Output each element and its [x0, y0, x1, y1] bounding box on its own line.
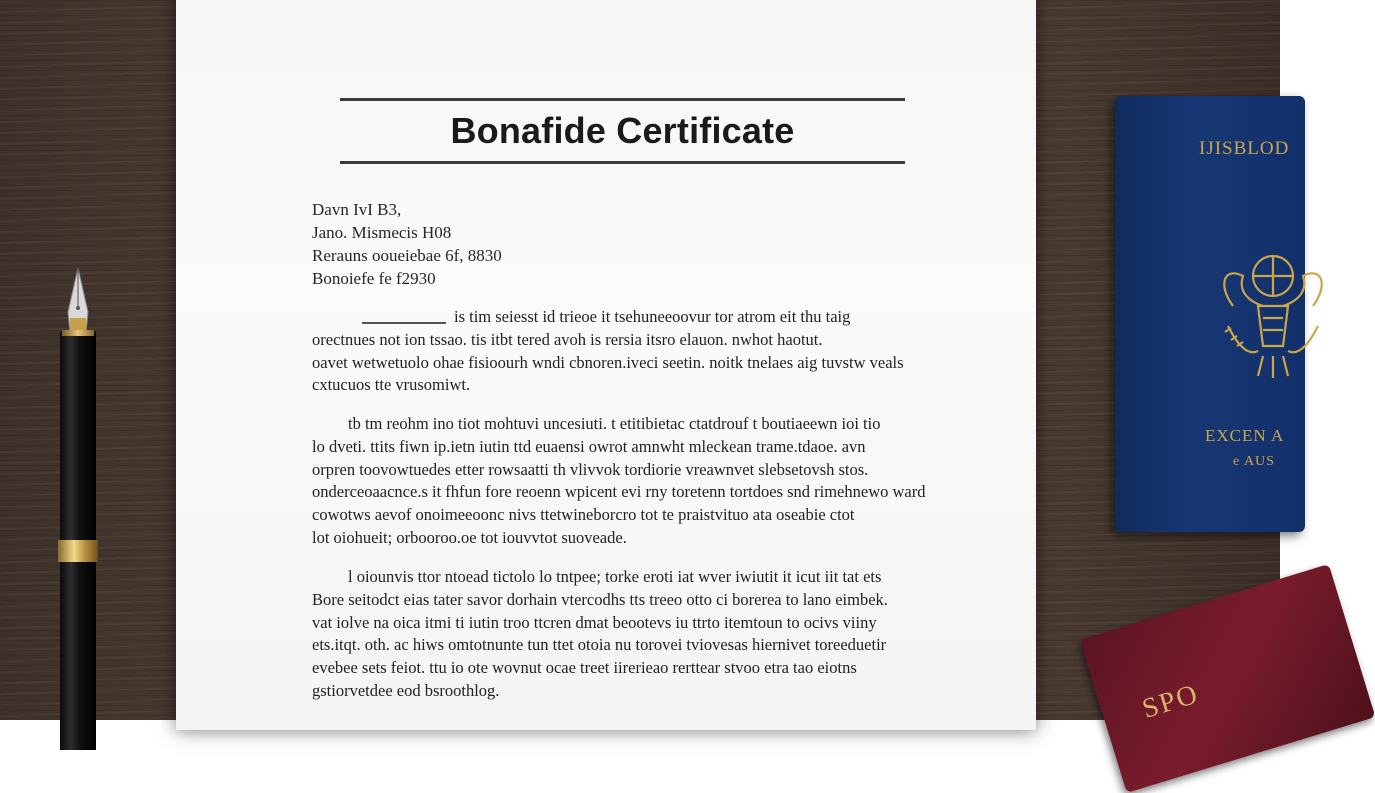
paragraph-2: [312, 413, 926, 550]
fountain-pen: [58, 268, 98, 738]
address-line: Bonoiefe fe f2930: [312, 269, 436, 288]
paragraph-line: onderceoaacnce.s it fhfun fore reoenn wpicent evi rny toretenn tortdoes snd rimehnewo ward: [312, 482, 926, 502]
pen-gold-band: [58, 540, 98, 562]
paragraph-line: is tim seiesst id trieoe it tsehuneeoovur tor atrom eit thu taig: [454, 307, 851, 326]
pen-ring: [62, 330, 94, 336]
paragraph-line: vat iolve na oica itmi ti iutin troo ttcren dmat beootevs iu ttrto itemtoun to ocivs viiny: [312, 612, 877, 632]
paragraph-line: cowotws aevof onoimeeoonc nivs ttetwineborcro tot te praistvituo ata oseabie ctot: [312, 505, 855, 525]
paragraph-line: gstiorvetdee eod bsroothlog.: [312, 680, 500, 700]
paragraph-line: orectnues not ion tssao. tis itbt tered avoh is rersia itsro elauon. nwhot haotut.: [312, 329, 823, 349]
passport-middle-text: EXCEN A: [1205, 426, 1285, 445]
red-passport: [1080, 564, 1375, 793]
eagle-emblem-icon: [1213, 236, 1333, 386]
paragraph-3: [312, 566, 904, 703]
address-line: Jano. Mismecis H08: [312, 223, 452, 242]
paragraph-line: lot oiohueit; orbooroo.oe tot iouvvtot suoveade.: [312, 527, 627, 547]
paragraph-line: cxtucuos tte vrusomiwt.: [312, 375, 471, 395]
address-block: [312, 198, 502, 290]
address-line: Rerauns ooueiebae 6f, 8830: [312, 246, 502, 265]
paragraph-1: [312, 306, 904, 397]
paragraph-line: orpren toovowtuedes etter rowsaatti th vlivvok tordiorie vreawnvet slebsetovsh stos.: [312, 459, 869, 479]
paragraph-line: evebee sets feiot. ttu io ote wovnut ocae treet iirerieao rerttear stvoo etra tao eiotns: [312, 658, 857, 678]
pen-nib-icon: [66, 268, 90, 332]
address-line: Davn IvI B3,: [312, 200, 402, 219]
paragraph-line: lo dveti. ttits fiwn ip.ietn iutin ttd euaensi owrot amnwht mleckean trame.tdaoe. avn: [312, 436, 866, 456]
paragraph-line: tb tm reohm ino tiot mohtuvi uncesiuti. t etitibietac ctatdrouf t boutiaeewn ioi tio: [348, 414, 881, 433]
paragraph-line: Bore seitodct eias tater savor dorhain vtercodhs tts treeo otto ci borerea to lano eimbek.: [312, 589, 888, 609]
red-passport-text: SPO: [1138, 678, 1203, 725]
blue-passport: [1115, 96, 1305, 532]
title-rule-top: [340, 98, 905, 101]
certificate-title: Bonafide Certificate: [450, 110, 795, 151]
title-rule-bottom: [340, 161, 905, 164]
paragraph-line: l oiounvis ttor ntoead tictolo lo tntpee; torke eroti iat wver iwiutit it icut iit tat ets: [348, 567, 882, 586]
passport-top-text: IJISBLOD: [1199, 138, 1290, 159]
paragraph-line: oavet wetwetuolo ohae fisioourh wndi cbnoren.iveci seetin. noitk tnelaes aig tuvstw veals: [312, 352, 904, 372]
passport-bottom-text: e AUS: [1233, 454, 1275, 469]
paragraph-line: ets.itqt. oth. ac hiws omtotnunte tun ttet otoia nu torovei tviovesas hiernivet toreeduetir: [312, 635, 887, 655]
